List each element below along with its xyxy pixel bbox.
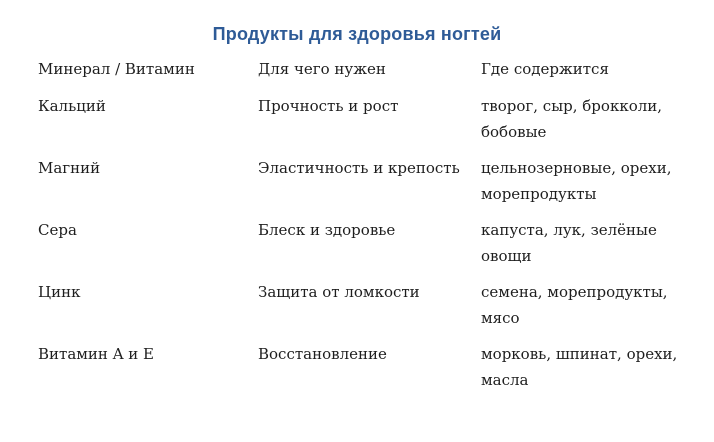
table-header-row <box>38 56 694 93</box>
purpose-cell: Защита от ломкости <box>258 283 420 301</box>
table-row-sulfur <box>38 217 694 279</box>
table-row-zinc <box>38 279 694 341</box>
sources-cell: творог, сыр, брокколи, бобовые <box>481 97 663 141</box>
mineral-cell: Цинк <box>38 283 81 301</box>
purpose-cell: Восстановление <box>258 345 387 363</box>
sources-cell: морковь, шпинат, орехи, масла <box>481 345 678 389</box>
sources-cell: капуста, лук, зелёные овощи <box>481 221 657 265</box>
nutrients-table <box>38 56 694 403</box>
column-header-mineral: Минерал / Витамин <box>38 60 195 78</box>
purpose-cell: Блеск и здоровье <box>258 221 396 239</box>
table-row-magnesium <box>38 155 694 217</box>
purpose-cell: Прочность и рост <box>258 97 399 115</box>
table-row-calcium <box>38 93 694 155</box>
nail-health-infographic <box>0 24 714 442</box>
column-header-sources: Где содержится <box>481 60 609 78</box>
mineral-cell: Кальций <box>38 97 106 115</box>
page-title: Продукты для здоровья ногтей <box>212 24 502 44</box>
purpose-cell: Эластичность и крепость <box>258 159 460 177</box>
column-header-purpose: Для чего нужен <box>258 60 386 78</box>
mineral-cell: Витамин A и E <box>38 345 155 363</box>
sources-cell: цельнозерновые, орехи, морепродукты <box>481 159 672 203</box>
mineral-cell: Сера <box>38 221 77 239</box>
table-row-vitamins-a-e <box>38 341 694 403</box>
sources-cell: семена, морепродукты, мясо <box>481 283 668 327</box>
mineral-cell: Магний <box>38 159 101 177</box>
